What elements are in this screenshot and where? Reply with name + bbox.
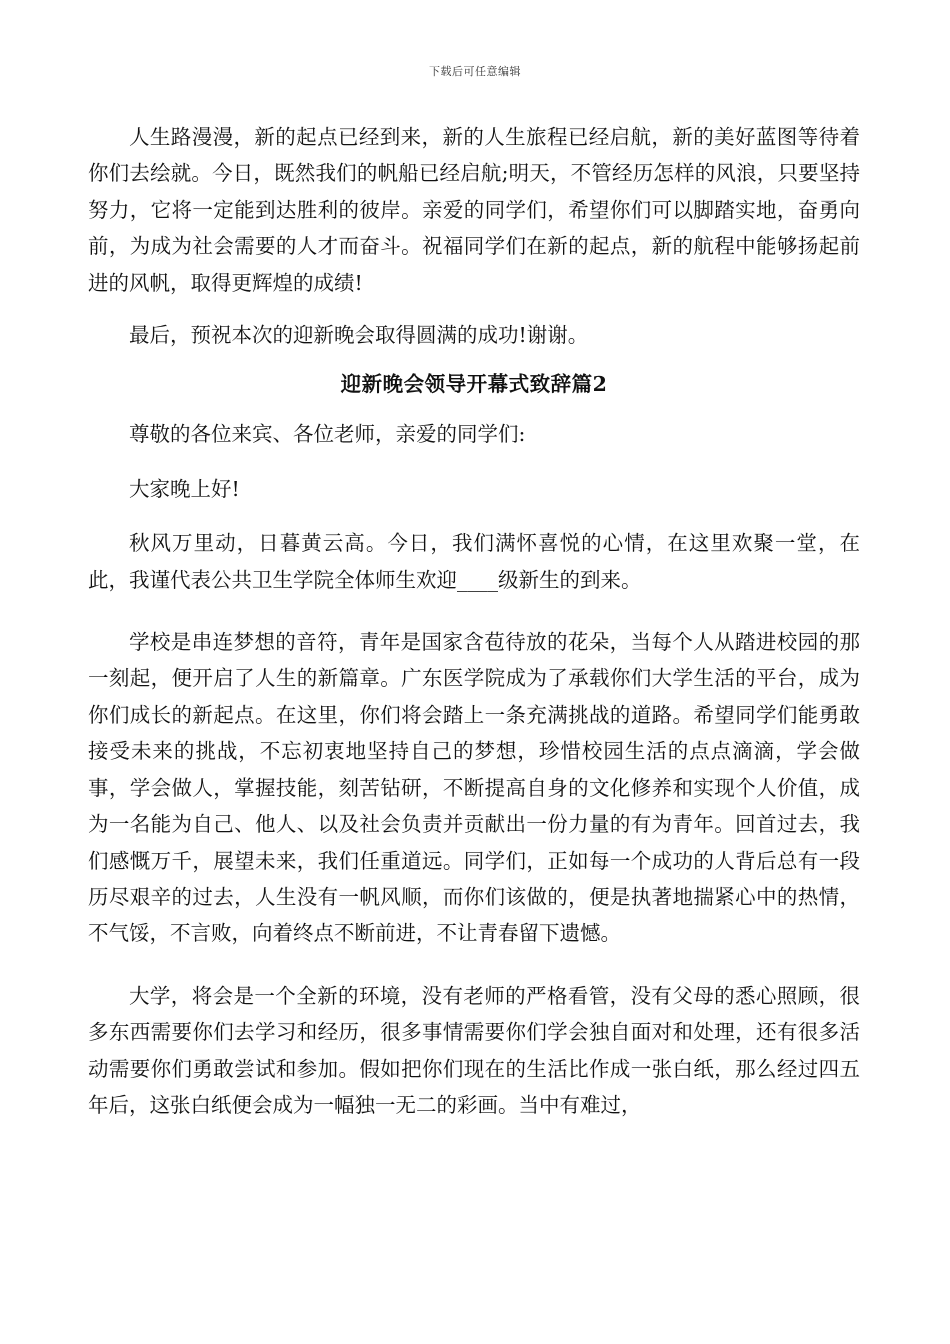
document-body [88,119,860,1123]
header-note: 下载后可任意编辑 [429,65,521,78]
paragraph-closing-wishes: 人生路漫漫，新的起点已经到来，新的人生旅程已经启航，新的美好蓝图等待着你们去绘就。今日，既然我们的帆船已经启航;明天，不管经历怎样的风浪，只要坚持努力，它将一定能到达胜利的彼岸。亲爱的同学们，希望你们可以脚踏实地，奋勇向前，为成为社会需要的人才而奋斗。祝福同学们在新的起点，新的航程中能够扬起前进的风帆，取得更辉煌的成绩! [88,125,860,295]
paragraph-university-life: 大学，将会是一个全新的环境，没有老师的严格看管，没有父母的悉心照顾，很多东西需要你们去学习和经历，很多事情需要你们学会独自面对和处理，还有很多活动需要你们勇敢尝试和参加。假如把你们现在的生活比作成一张白纸，那么经过四五年后，这张白纸便会成为一幅独一无二的彩画。当中有难过， [88,983,860,1117]
paragraph-welcome: 秋风万里动，日暮黄云高。今日，我们满怀喜悦的心情，在这里欢聚一堂，在此，我谨代表公共卫生学院全体师生欢迎____级新生的到来。 [88,531,860,592]
paragraph-greeting: 大家晚上好! [129,476,240,501]
paragraph-school-dreams: 学校是串连梦想的音符，青年是国家含苞待放的花朵，当每个人从踏进校园的那一刻起，便开启了人生的新篇章。广东医学院成为了承载你们大学生活的平台，成为你们成长的新起点。在这里，你们将会踏上一条充满挑战的道路。希望同学们能勇敢接受未来的挑战，不忘初衷地坚持自己的梦想，珍惜校园生活的点点滴滴，学会做事，学会做人，掌握技能，刻苦钻研，不断提高自身的文化修养和实现个人价值，成为一名能为自己、他人、以及社会负责并贡献出一份力量的有为青年。回首过去，我们感慨万千，展望未来，我们任重道远。同学们，正如每一个成功的人背后总有一段历尽艰辛的过去，人生没有一帆风顺，而你们该做的，便是执著地揣紧心中的热情，不气馁，不言败，向着终点不断前进，不让青春留下遗憾。 [88,630,860,946]
paragraph-final-blessing: 最后，预祝本次的迎新晚会取得圆满的成功!谢谢。 [129,323,589,348]
section-title: 迎新晚会领导开幕式致辞篇2 [340,372,608,397]
paragraph-salutation: 尊敬的各位来宾、各位老师，亲爱的同学们: [129,422,526,447]
